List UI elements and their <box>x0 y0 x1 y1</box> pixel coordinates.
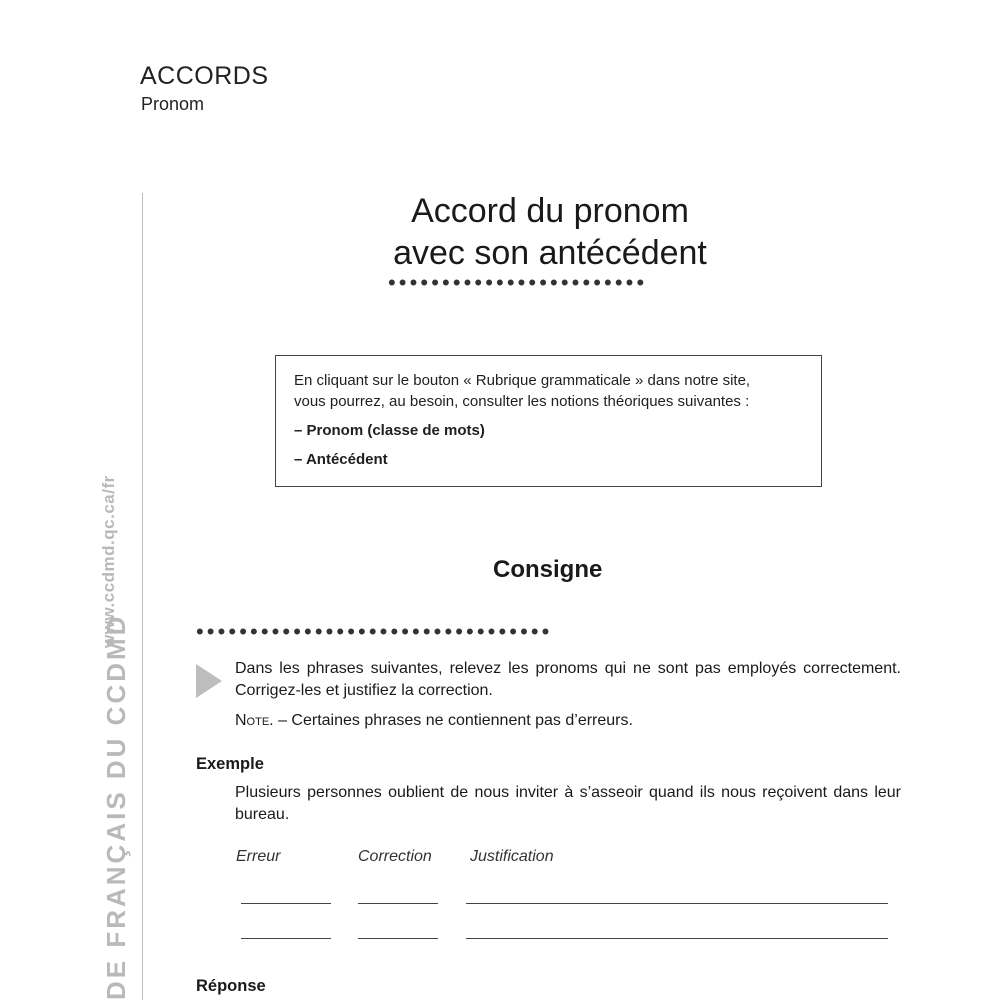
answer-line-justification-2[interactable] <box>466 938 888 939</box>
exemple-label: Exemple <box>196 755 264 773</box>
title-dotted-rule: •••••••••••••••••••••••• <box>388 270 648 295</box>
answer-line-correction-2[interactable] <box>358 938 438 939</box>
info-line-2: vous pourrez, au besoin, consulter les notions théoriques suivantes : <box>294 393 750 410</box>
section-category: ACCORDS <box>140 62 269 90</box>
instruction-text: Dans les phrases suivantes, relevez les pronoms qui ne sont pas employés correctement. Corrigez-les et justifiez la correction. <box>235 660 901 699</box>
reponse-label: Réponse <box>196 977 266 995</box>
column-header-justification: Justification <box>470 848 554 865</box>
page-title-line1: Accord du pronom <box>411 192 689 230</box>
column-header-erreur: Erreur <box>236 848 281 865</box>
section-subcategory: Pronom <box>141 94 205 114</box>
info-item-antecedent[interactable]: – Antécédent <box>294 451 388 468</box>
info-line-1: En cliquant sur le bouton « Rubrique grammaticale » dans notre site, <box>294 372 751 389</box>
side-banner-title: DE FRANÇAIS DU CCDMD <box>101 613 131 1000</box>
answer-line-erreur-1[interactable] <box>241 903 331 904</box>
answer-line-erreur-2[interactable] <box>241 938 331 939</box>
page-title <box>300 190 800 274</box>
note-text <box>235 712 633 730</box>
consigne-heading: Consigne <box>493 556 603 583</box>
margin-rule <box>142 193 143 1000</box>
column-header-correction: Correction <box>358 848 432 865</box>
page-title-line2: avec son antécédent <box>393 234 707 272</box>
answer-line-justification-1[interactable] <box>466 903 888 904</box>
exemple-sentence: Plusieurs personnes oublient de nous inviter à s’asseoir quand ils nous reçoivent dans leur bureau. <box>235 784 901 823</box>
info-item-pronom[interactable]: – Pronom (classe de mots) <box>294 422 485 439</box>
consigne-dotted-rule: ••••••••••••••••••••••••••••••••• <box>196 619 553 644</box>
side-banner-url: www.ccdmd.qc.ca/fr <box>99 475 118 648</box>
answer-line-correction-1[interactable] <box>358 903 438 904</box>
note-body: – Certaines phrases ne contiennent pas d’erreurs. <box>273 712 633 729</box>
grammar-info-box <box>275 355 822 487</box>
play-arrow-icon <box>196 664 222 698</box>
note-prefix: Note. <box>235 712 274 729</box>
side-banner <box>95 400 139 1000</box>
